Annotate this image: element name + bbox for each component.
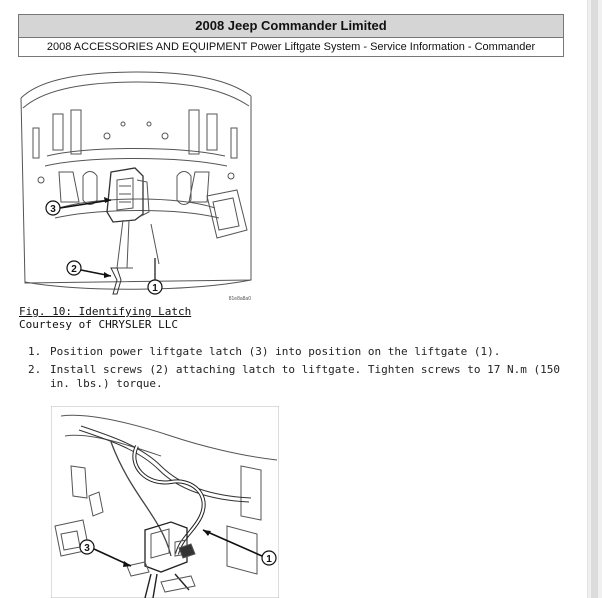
- document-subtitle: 2008 ACCESSORIES AND EQUIPMENT Power Liftgate System - Service Information - Commander: [46, 41, 536, 53]
- svg-text:3: 3: [50, 204, 56, 215]
- callout-1: [203, 530, 276, 565]
- callout-2: [67, 261, 111, 278]
- svg-text:1: 1: [152, 283, 158, 294]
- vertical-scrollbar[interactable]: [587, 0, 602, 598]
- callout-3: [80, 540, 131, 567]
- callout-1: [148, 258, 162, 294]
- document-header: [18, 14, 564, 57]
- figure-courtesy: Courtesy of CHRYSLER LLC: [19, 318, 178, 331]
- list-item: 1. Position power liftgate latch (3) into position on the liftgate (1).: [28, 345, 501, 358]
- step-text: Install screws (2) attaching latch to liftgate. Tighten screws to 17 N.m (150 in. lbs.) torque.: [50, 363, 560, 390]
- latch-diagram: [19, 68, 254, 304]
- scrollbar-thumb[interactable]: [591, 0, 598, 598]
- figure-caption-title[interactable]: Fig. 10: Identifying Latch: [19, 305, 192, 318]
- step-text: Position power liftgate latch (3) into position on the liftgate (1).: [50, 345, 501, 358]
- list-item: 2. Install screws (2) attaching latch to liftgate. Tighten screws to 17 N.m (150 in. lbs.) torque.: [28, 363, 560, 390]
- document-title: 2008 Jeep Commander Limited: [19, 15, 563, 38]
- svg-text:2: 2: [71, 264, 77, 275]
- svg-text:1: 1: [266, 554, 272, 565]
- image-code: 81e8a8a0: [228, 296, 251, 302]
- figure-caption: [19, 305, 191, 331]
- latch-installed-diagram: [51, 406, 279, 598]
- svg-text:3: 3: [84, 543, 90, 554]
- procedure-steps: [28, 345, 568, 395]
